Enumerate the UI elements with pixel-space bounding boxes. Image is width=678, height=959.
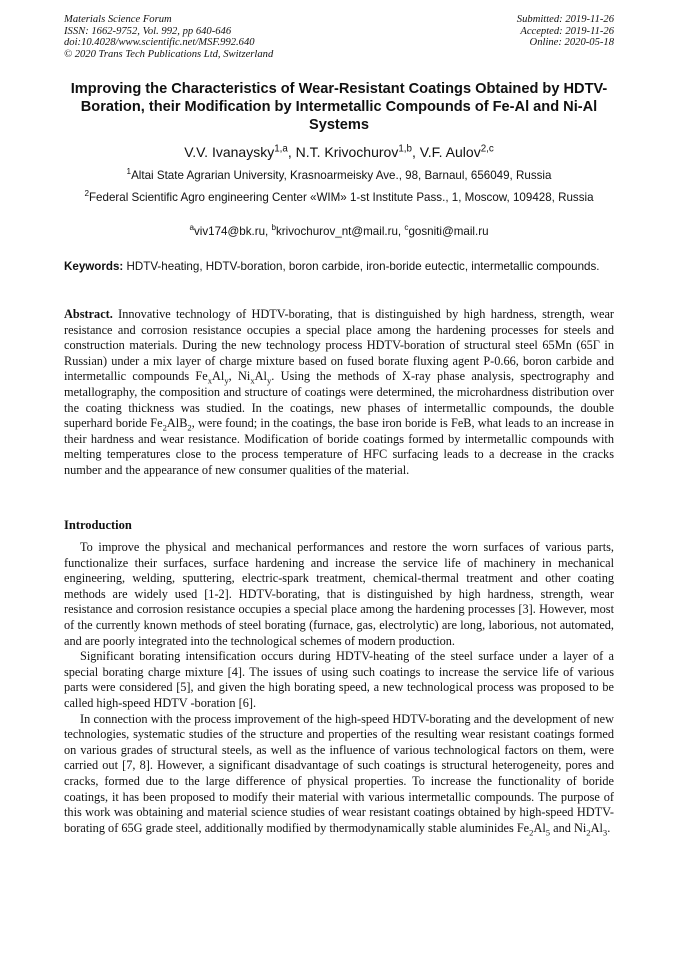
email-address: viv174@bk.ru, bbox=[193, 225, 272, 238]
author-separator: , bbox=[287, 144, 296, 160]
abstract-text: . Using the methods of X-ray phase analysis, spectrography and metallography, the composition and structure of coatings were determined, the microhardness distribution over the coating thickness was studied. In the coatings, new phases of intermetallic compounds, the double superhard boride Fe bbox=[64, 369, 614, 431]
author-separator: , bbox=[411, 144, 420, 160]
journal-name: Materials Science Forum bbox=[64, 14, 172, 25]
introduction-heading: Introduction bbox=[64, 518, 132, 532]
paragraph-text: Al bbox=[533, 820, 546, 835]
abstract-text: Al bbox=[212, 369, 225, 384]
email-mark: b bbox=[271, 223, 276, 233]
author-affiliation-mark: 1,a bbox=[274, 143, 288, 155]
paragraph-text: Al bbox=[590, 820, 603, 835]
accepted-date: Accepted: 2019-11-26 bbox=[520, 25, 614, 37]
author-name: V.F. Aulov bbox=[419, 144, 481, 160]
keywords-label: Keywords: bbox=[64, 260, 124, 273]
formula-subscript: x bbox=[207, 375, 213, 386]
email-mark: a bbox=[189, 223, 194, 233]
abstract-text: AlB bbox=[166, 416, 188, 431]
affiliation-1 bbox=[64, 168, 614, 184]
copyright-line: © 2020 Trans Tech Publications Ltd, Switzerland bbox=[64, 48, 274, 60]
email-address: gosniti@mail.ru bbox=[408, 225, 489, 238]
submitted-date: Submitted: 2019-11-26 bbox=[516, 14, 614, 25]
online-date: Online: 2020-05-18 bbox=[529, 37, 614, 49]
affiliation-text: Altai State Agrarian University, Krasnoarmeisky Ave., 98, Barnaul, 656049, Russia bbox=[131, 169, 552, 182]
abstract-label: Abstract. bbox=[64, 307, 113, 321]
formula-subscript: 2 bbox=[586, 827, 591, 838]
author-list bbox=[64, 143, 614, 161]
keywords-text: HDTV-heating, HDTV-boration, boron carbide, iron-boride eutectic, intermetallic compounds. bbox=[126, 260, 600, 273]
affiliation-2 bbox=[64, 190, 614, 206]
affiliation-text: Federal Scientific Agro engineering Center «WIM» 1-st Institute Pass., 1, Moscow, 109428, Russia bbox=[88, 191, 594, 204]
journal-header bbox=[64, 14, 273, 60]
affiliation-mark: 2 bbox=[84, 189, 89, 199]
dates-header bbox=[517, 14, 614, 49]
formula-subscript: 2 bbox=[529, 827, 534, 838]
formula-subscript: 2 bbox=[162, 422, 167, 433]
abstract-section bbox=[64, 307, 614, 479]
doi-line: doi:10.4028/www.scientific.net/MSF.992.640 bbox=[64, 37, 255, 49]
abstract-text: Al bbox=[254, 369, 267, 384]
paper-title: Improving the Characteristics of Wear-Resistant Coatings Obtained by HDTV-Boration, their Modification by Intermetallic Compounds of Fe-Al and Ni-Al Systems bbox=[70, 81, 608, 133]
formula-subscript: y bbox=[266, 375, 272, 386]
paragraph-text: . bbox=[607, 820, 611, 835]
abstract-text: Innovative technology of HDTV-borating, that is distinguished by high hardness, strength, wear resistance and corrosion resistance occupies a special place among the hardening processes for steels and construction materials. During the new technology process HDTV-boration of structural steel 65Mn (65Г in Russian) under a mix layer of charge mixture based on fused borate fluxing agent P-0.66, boron carbide and intermetallic compounds Fe bbox=[64, 307, 615, 384]
formula-subscript: y bbox=[224, 375, 229, 386]
formula-subscript: 5 bbox=[545, 827, 551, 838]
paragraph-text: and Ni bbox=[550, 820, 587, 835]
author-affiliation-mark: 1,b bbox=[398, 143, 412, 155]
formula-subscript: 2 bbox=[187, 422, 192, 433]
introduction-paragraph: Significant borating intensification occurs during HDTV-heating of the steel surface under a layer of a special borating charge mixture [4]. The issues of using such coatings to increase the service life of various parts were considered [5], and given the high borating speed, a new technological process was proposed to be called high-speed HDTV -boration [6]. bbox=[64, 649, 614, 710]
abstract-text: , Ni bbox=[228, 369, 251, 384]
paragraph-text: In connection with the process improvement of the high-speed HDTV-borating and the development of new technologies, systematic studies of the structure and properties of the resulting wear resistant coatings formed on various grades of structural steels, as well as the influence of various technological factors on them, were carried out [7, 8]. However, a significant disadvantage of such coatings is structural heterogeneity, pores and cracks, formed due to the large difference of physical properties. To increase the functionality of boride coatings, it has been proposed to modify their material with various intermetallic compounds. The purpose of this work was obtaining and material science studies of wear resistant coatings obtained by high-speed HDTV-borating of 65G grade steel, additionally modified by thermodynamically stable aluminides Fe bbox=[64, 711, 614, 835]
formula-subscript: 3 bbox=[602, 827, 608, 838]
author-name: V.V. Ivanaysky bbox=[184, 144, 275, 160]
introduction-paragraph bbox=[64, 712, 614, 837]
email-address: krivochurov_nt@mail.ru, bbox=[275, 225, 405, 238]
author-affiliation-mark: 2,c bbox=[480, 143, 494, 155]
author-name: N.T. Krivochurov bbox=[295, 144, 399, 160]
introduction-paragraph: To improve the physical and mechanical performances and restore the worn surfaces of various parts, functionalize their surfaces, surface hardening and increase the service life of machinery in mechanical engineering, welding, sputtering, electric-spark treatment, chemical-thermal treatment and other coating methods are widely used [1-2]. HDTV-borating, that is distinguished by high hardness, strength, wear resistance and corrosion resistance occupies a special place among the hardening processes [3]. However, most of the currently known methods of steel borating (furnace, gas, electrolytic) are long, laborious, not automated, and are poorly integrated into the technological schemes of modern production. bbox=[64, 540, 614, 648]
keywords-section bbox=[64, 259, 614, 275]
abstract-text: , were found; in the coatings, the base iron boride is FeB, what leads to an increase in their hardness and wear resistance. Modification of boride coatings formed by intermetallic compounds with melting temperatures close to the process temperature of HFC surfacing leads to a decrease in the cracks number and the appearance of new consumer qualities of the material. bbox=[64, 416, 614, 477]
email-list bbox=[64, 224, 614, 240]
formula-subscript: x bbox=[250, 375, 255, 386]
email-mark: c bbox=[404, 223, 409, 233]
issn-line: ISSN: 1662-9752, Vol. 992, pp 640-646 bbox=[64, 25, 232, 37]
introduction-section bbox=[64, 540, 614, 836]
affiliation-mark: 1 bbox=[126, 167, 132, 177]
